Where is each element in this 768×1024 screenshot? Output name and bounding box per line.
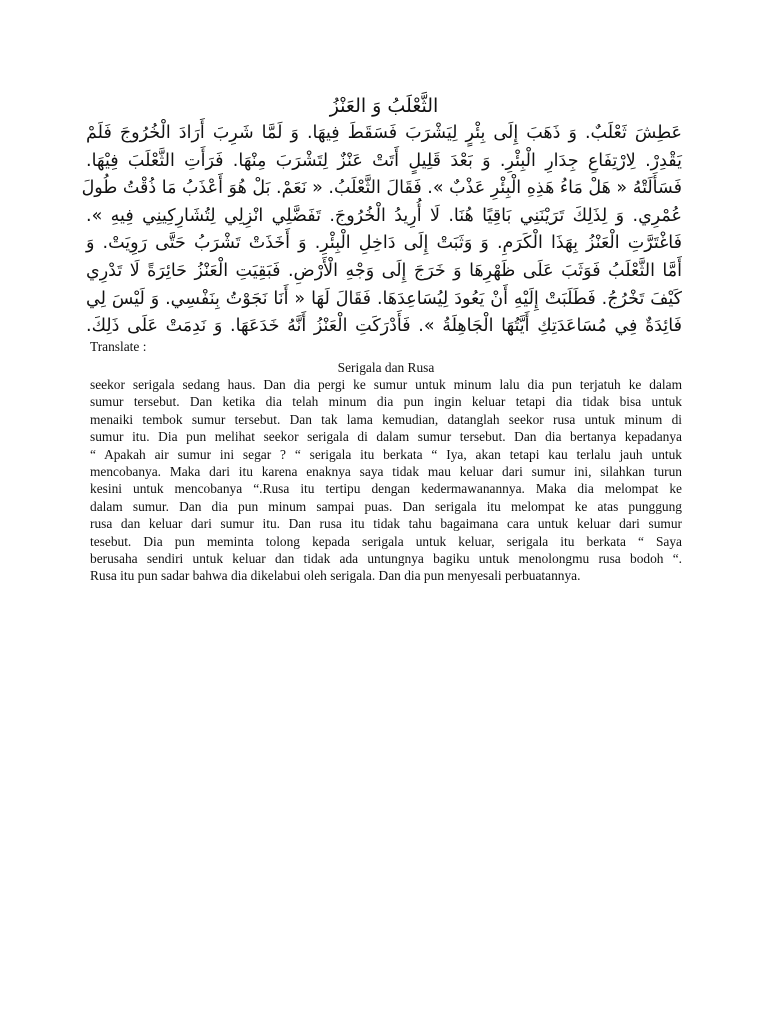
translation-line: menaiki tembok sumur tersebut. Dan tak lama kemudian, datanglah seekor rusa untuk minum di bbox=[90, 411, 682, 427]
translation-line: tesebut. Dia pun meminta tolong kepada serigala untuk keluar, serigala itu berkata “ Saya bbox=[90, 533, 682, 549]
arabic-story bbox=[81, 92, 682, 341]
arabic-line: فَاغْتَرَّتِ الْعَنْزُ بِهَذَا الْكَرَمِ. وَ وَثَبَتْ إِلَى دَاخِلِ الْبِئْرِ. وَ أَخَذَتْ تَشْرَبُ حَتَّى رَوِيَتْ. وَ bbox=[86, 233, 682, 254]
translation-section bbox=[90, 338, 682, 585]
arabic-line: كَيْفَ تَخْرُجُ. فَطَلَبَتْ إِلَيْهِ أَنْ يَعُودَ لِيُسَاعِدَهَا. فَقَالَ لَهَا « أَنَا نَجَوْتُ بِنَفْسِي. وَ لَيْسَ لِي bbox=[86, 288, 682, 309]
arabic-line: عُمْرِي. وَ لِذَلِكَ تَرَيْنَنِي بَاقِيًا هُنَا. لَا أُرِيدُ الْخُرُوجَ. تَفَضَّلِي انْزِلِي لِتُشَارِكِينِي فِيهِ ». bbox=[86, 205, 682, 226]
translation-line: sumur itu. Dia pun melihat seekor serigala di dalam sumur tersebut. Dan dia bertanya kepadanya bbox=[90, 429, 682, 445]
translation-line: sumur tersebut. Dan ketika dia telah minum dia pun ingin keluar tetapi dia tidak bisa untuk bbox=[90, 394, 682, 410]
arabic-line: عَطِشَ ثَعْلَبٌ. وَ ذَهَبَ إِلَى بِئْرٍ لِيَشْرَبَ فَسَقَطَ فِيهَا. وَ لَمَّا شَرِبَ أَرَادَ الْخُرُوجَ فَلَمْ bbox=[86, 123, 682, 143]
translation-line: Rusa itu pun sadar bahwa dia dikelabui oleh serigala. Dan dia pun menyesali perbuatannya. bbox=[90, 568, 581, 584]
translation-line: rusa dan keluar dari sumur itu. Dan rusa itu tidak tahu bagaimana cara untuk keluar dari sumur bbox=[90, 516, 682, 532]
translate-label: Translate : bbox=[90, 339, 147, 354]
translation-line: dalam sumur. Dan dia pun minum sampai puas. Dan serigala itu melompat ke atas punggung bbox=[90, 498, 682, 514]
translation-line: seekor serigala sedang haus. Dan dia pergi ke sumur untuk minum lalu dia pun terjatuh ke dalam bbox=[90, 377, 682, 392]
translation-line: “ Apakah air sumur ini segar ? “ serigala itu berkata “ Iya, akan tetapi kau terlalu jauh untuk bbox=[90, 446, 682, 462]
arabic-line: أَمَّا الثَّعْلَبُ فَوَثَبَ عَلَى ظَهْرِهَا وَ خَرَجَ إِلَى وَجْهِ الْأَرْضِ. فَبَقِيَتِ الْعَنْزُ حَائِرَةً لَا تَدْرِي bbox=[86, 260, 682, 281]
translation-line: mencobanya. Maka dari itu karena enaknya saya tidak mau keluar dari sumur ini, silahkan turun bbox=[90, 464, 682, 480]
translation-line: kesini untuk mencobanya “.Rusa itu tertipu dengan kedermawanannya. Maka dia melompat ke bbox=[90, 481, 682, 497]
translation-title: Serigala dan Rusa bbox=[337, 360, 435, 375]
arabic-line: يَقْدِرْ. لِارْتِفَاعِ جِدَارِ الْبِئْرِ. وَ بَعْدَ قَلِيلٍ أَتَتْ عَنْزٌ لِتَشْرَبَ مِنْهَا. فَرَأَتِ الثَّعْلَبَ فِيْهَا. bbox=[86, 150, 682, 171]
arabic-line: فَائِدَةٌ فِي مُسَاعَدَتِكِ أَيَّتُهَا الْجَاهِلَةُ ». فَأَدْرَكَتِ الْعَنْزُ أَنَّهُ خَدَعَهَا. وَ نَدِمَتْ عَلَى ذَلِكَ. bbox=[86, 316, 682, 337]
translation-line: berusaha sendiri untuk keluar dan tidak ada untungnya bagiku untuk menolongmu rusa bodoh “. bbox=[90, 551, 682, 567]
arabic-title: الثَّعْلَبُ وَ العَنْزُ bbox=[329, 95, 439, 117]
arabic-line: فَسَأَلَتْهُ « هَلْ مَاءُ هَذِهِ الْبِئْرِ عَذْبٌ ». فَقَالَ الثَّعْلَبُ. « نَعَمْ. بَلْ هُوَ أَعْذَبُ مَا ذُقْتُ طُولَ bbox=[81, 178, 682, 199]
